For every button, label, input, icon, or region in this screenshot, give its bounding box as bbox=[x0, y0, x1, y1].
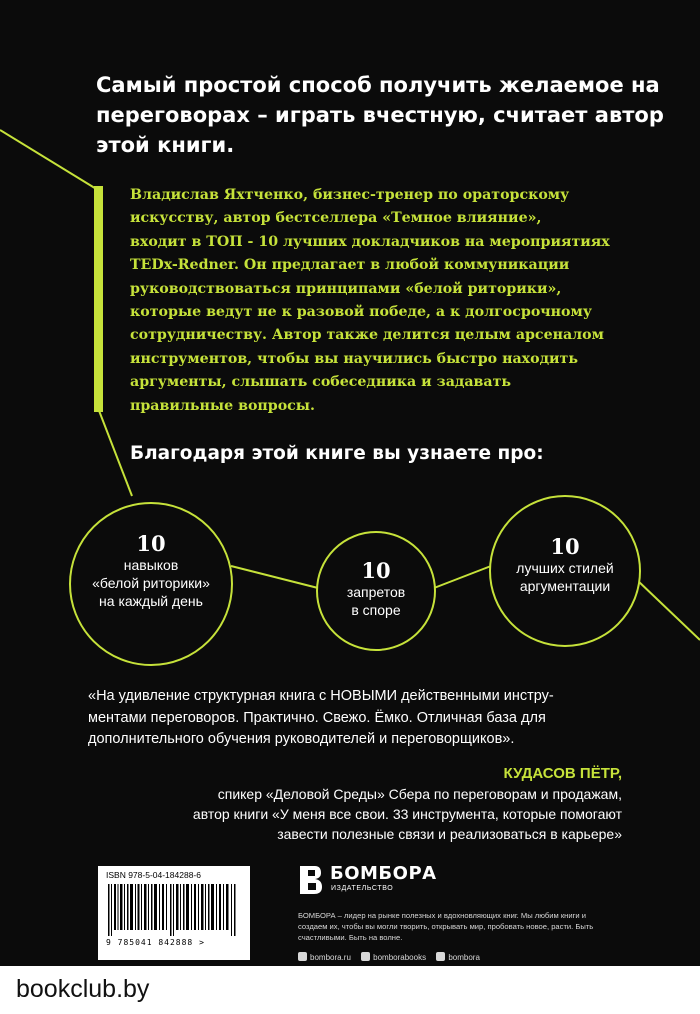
feature-text: навыков «белой риторики» на каждый день bbox=[92, 557, 210, 609]
barcode-digits: 9 785041 842888 > bbox=[106, 938, 205, 947]
feature-number: 10 bbox=[136, 531, 166, 556]
youtube-icon bbox=[436, 952, 445, 961]
instagram-icon bbox=[298, 952, 307, 961]
review-author-name: КУДАСОВ ПЁТР, bbox=[503, 765, 622, 782]
author-line: спикер «Деловой Среды» Сбера по переговорам и продажам, bbox=[217, 786, 622, 802]
social-link[interactable] bbox=[436, 952, 480, 963]
publisher-description: БОМБОРА – лидер на рынке полезных и вдохновляющих книг. Мы любим книги и создаем их, чтобы вы могли творить, открывать мир, пробовать новое, расти. Быть счастливыми. Быть на волне. bbox=[298, 911, 594, 942]
social-label: bombora.ru bbox=[310, 953, 351, 962]
publisher-logo bbox=[298, 860, 448, 900]
accent-bar bbox=[94, 186, 103, 412]
feature-circle-styles bbox=[489, 495, 641, 647]
bio-line: сотрудничеству. Автор также делится целым арсеналом bbox=[130, 327, 604, 344]
feature-circle-skills bbox=[69, 502, 233, 666]
bio-line: Владислав Яхтченко, бизнес-тренер по ораторскому bbox=[130, 187, 570, 203]
isbn-barcode bbox=[98, 866, 250, 960]
bio-line: TEDx-Redner. Он предлагает в любой коммуникации bbox=[130, 257, 570, 274]
bio-line: которые ведут не к разовой победе, а к долгосрочному bbox=[130, 304, 592, 321]
headline: Самый простой способ получить желаемое на переговорах – играть вчестную, считает автор этой книги. bbox=[96, 73, 664, 157]
feature-text: лучших стилей аргументации bbox=[516, 560, 614, 594]
bio-line: искусству, автор бестселлера «Темное влияние», bbox=[130, 210, 542, 227]
bio-line: аргументы, слышать собеседника и задавать bbox=[130, 374, 512, 391]
social-link[interactable] bbox=[361, 952, 426, 963]
author-line: завести полезные связи и реализоваться в карьере» bbox=[277, 826, 622, 842]
bombora-logo-icon bbox=[298, 864, 324, 896]
section-subhead: Благодаря этой книге вы узнаете про: bbox=[130, 443, 544, 464]
social-link[interactable] bbox=[298, 952, 351, 963]
publisher-name: БОМБОРА bbox=[330, 863, 437, 884]
quote-line: дополнительного обучения руководителей и переговорщиков». bbox=[88, 731, 515, 747]
feature-text: запретов в споре bbox=[346, 584, 406, 618]
site-watermark-strip bbox=[0, 966, 700, 1014]
quote-line: ментами переговоров. Практично. Свежо. Ёмко. Отличная база для bbox=[88, 709, 546, 726]
feature-number: 10 bbox=[361, 558, 391, 583]
author-bio bbox=[130, 184, 660, 418]
review-quote bbox=[88, 686, 618, 751]
barcode-icon bbox=[106, 884, 242, 936]
social-label: bomborabooks bbox=[373, 953, 427, 962]
feature-circle-prohibitions bbox=[316, 531, 436, 651]
vk-icon bbox=[361, 952, 370, 961]
bio-line: руководствоваться принципами «белой риторики», bbox=[130, 280, 562, 297]
publisher-socials bbox=[298, 952, 488, 963]
bio-line: входит в ТОП - 10 лучших докладчиков на мероприятиях bbox=[130, 233, 610, 250]
feature-number: 10 bbox=[550, 534, 580, 559]
publisher-tagline: ИЗДАТЕЛЬСТВО bbox=[331, 885, 394, 892]
quote-line: «На удивление структурная книга с НОВЫМИ действенными инстру- bbox=[88, 688, 554, 704]
author-line: автор книги «У меня все свои. 33 инструмента, которые помогают bbox=[192, 806, 622, 822]
bio-line: инструментов, чтобы вы научились быстро находить bbox=[130, 350, 578, 367]
isbn-number: ISBN 978-5-04-184288-6 bbox=[106, 870, 201, 880]
review-author-description bbox=[82, 784, 622, 844]
site-watermark: bookclub.by bbox=[16, 975, 150, 1003]
bio-line: правильные вопросы. bbox=[130, 397, 315, 414]
social-label: bombora bbox=[448, 953, 480, 962]
